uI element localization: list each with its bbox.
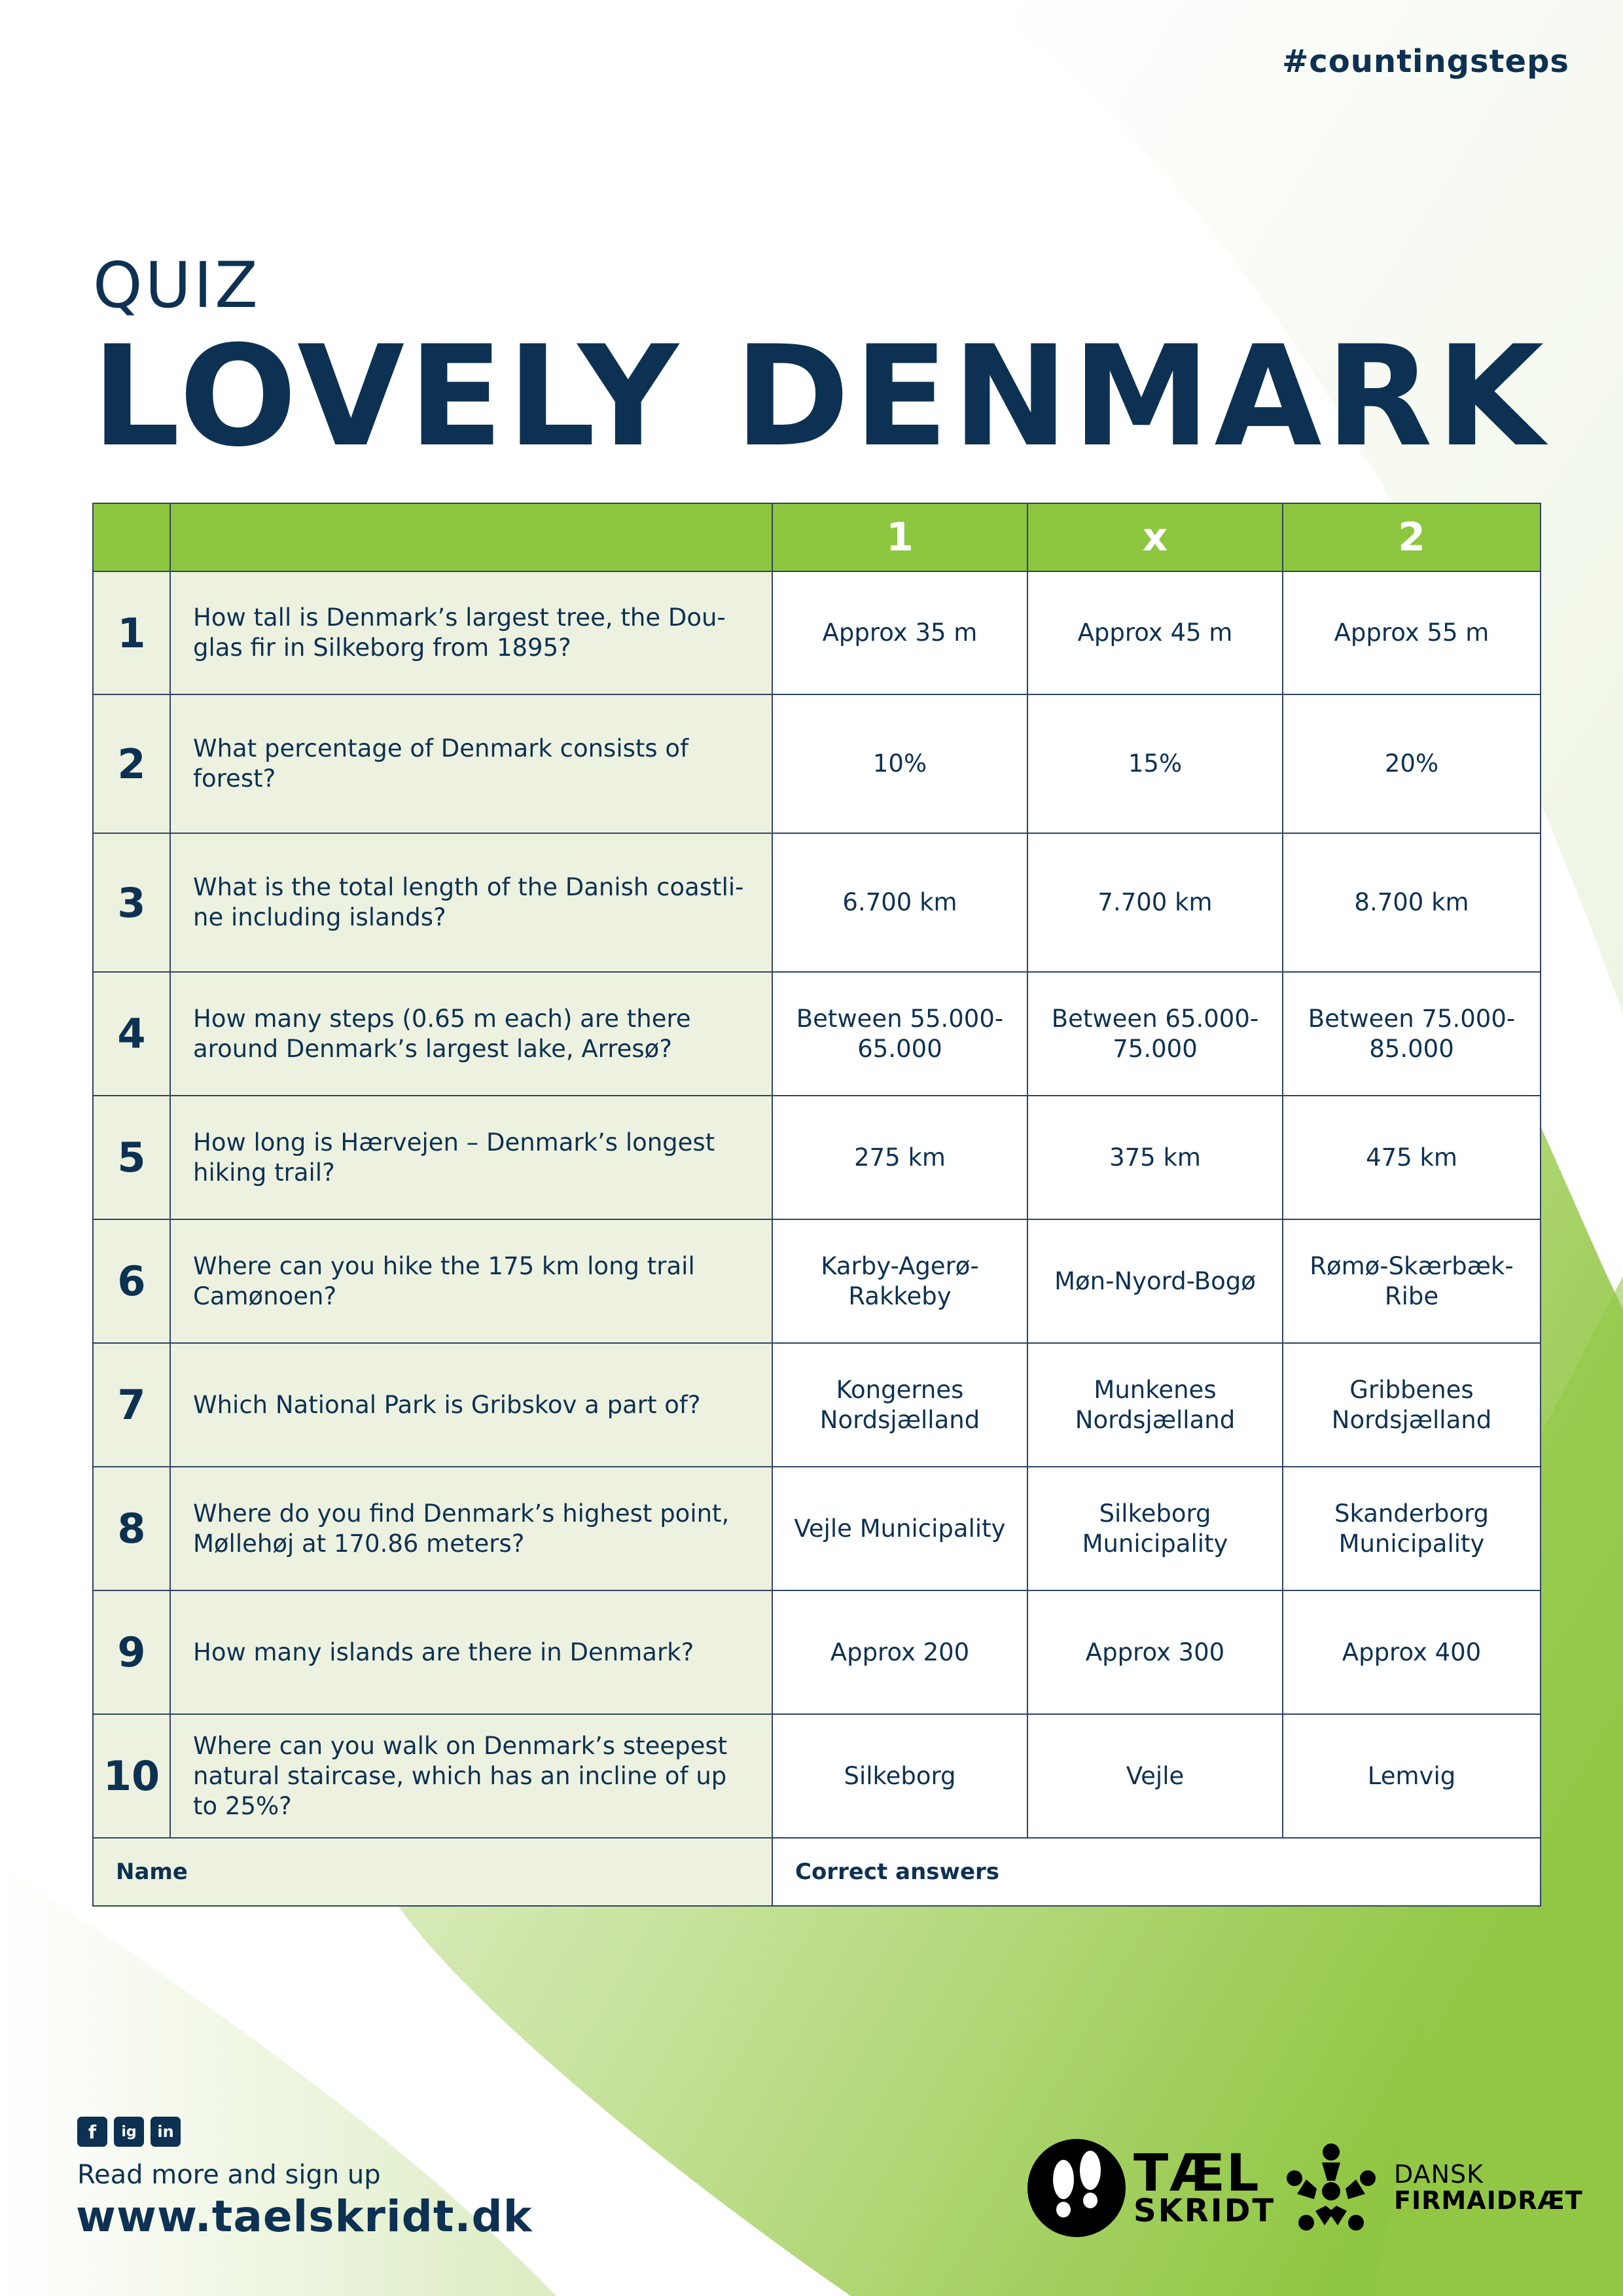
table-row [93, 1714, 1541, 1838]
tael-logo-line1: TÆL [1133, 2144, 1260, 2204]
question-number: 8 [93, 1467, 170, 1590]
question-text: How tall is Denmark’s largest tree, the Dou-glas fir in Silkeborg from 1895? [170, 571, 772, 694]
option-2[interactable]: Skanderborg Municipality [1283, 1467, 1541, 1590]
table-row [93, 571, 1541, 694]
option-2[interactable]: Approx 55 m [1283, 571, 1541, 694]
question-text: Where can you hike the 175 km long trail Camønoen? [170, 1219, 772, 1343]
read-more-text: Read more and sign up [77, 2160, 381, 2190]
option-2[interactable]: Between 75.000-85.000 [1283, 972, 1541, 1096]
header-option-x: x [1027, 503, 1283, 571]
option-x[interactable]: Silkeborg Municipality [1027, 1467, 1283, 1590]
option-1[interactable]: Between 55.000-65.000 [772, 972, 1027, 1096]
option-1[interactable]: 275 km [772, 1096, 1027, 1219]
table-row [93, 833, 1541, 972]
option-x[interactable]: Munkenes Nordsjælland [1027, 1343, 1283, 1467]
option-1[interactable]: Silkeborg [772, 1714, 1027, 1838]
option-x[interactable]: 375 km [1027, 1096, 1283, 1219]
question-number: 9 [93, 1590, 170, 1714]
table-row [93, 972, 1541, 1096]
option-2[interactable]: 20% [1283, 694, 1541, 833]
header-option-2: 2 [1283, 503, 1541, 571]
correct-answers-field[interactable]: Correct answers [772, 1838, 1541, 1906]
question-number: 4 [93, 972, 170, 1096]
table-row [93, 1590, 1541, 1714]
question-text: Where do you find Denmark’s highest point, Møllehøj at 170.86 meters? [170, 1467, 772, 1590]
table-row [93, 1219, 1541, 1343]
name-field[interactable]: Name [93, 1838, 772, 1906]
header-option-1: 1 [772, 503, 1027, 571]
quiz-label: QUIZ [93, 249, 260, 322]
taelskridt-logo [1027, 2139, 1275, 2237]
question-number: 3 [93, 833, 170, 972]
social-links [77, 2117, 181, 2147]
website-link[interactable]: www.taelskridt.dk [76, 2191, 533, 2242]
option-1[interactable]: 6.700 km [772, 833, 1027, 972]
option-x[interactable]: Møn-Nyord-Bogø [1027, 1219, 1283, 1343]
option-2[interactable]: Rømø-Skærbæk-Ribe [1283, 1219, 1541, 1343]
star-figures-icon [1283, 2139, 1380, 2237]
option-x[interactable]: Vejle [1027, 1714, 1283, 1838]
question-number: 1 [93, 571, 170, 694]
option-x[interactable]: Approx 300 [1027, 1590, 1283, 1714]
option-2[interactable]: Approx 400 [1283, 1590, 1541, 1714]
option-1[interactable]: Approx 35 m [772, 571, 1027, 694]
question-text: How many islands are there in Denmark? [170, 1590, 772, 1714]
option-x[interactable]: 15% [1027, 694, 1283, 833]
df-logo-line2: FIRMAIDRÆT [1394, 2186, 1583, 2215]
table-row [93, 1343, 1541, 1467]
table-row [93, 694, 1541, 833]
question-number: 5 [93, 1096, 170, 1219]
header-blank-question [170, 503, 772, 571]
option-1[interactable]: 10% [772, 694, 1027, 833]
option-x[interactable]: Between 65.000-75.000 [1027, 972, 1283, 1096]
quiz-table [92, 503, 1541, 1907]
question-number: 10 [93, 1714, 170, 1838]
option-2[interactable]: Gribbenes Nordsjælland [1283, 1343, 1541, 1467]
instagram-icon[interactable]: ig [114, 2117, 144, 2147]
question-text: How long is Hærvejen – Denmark’s longest hiking trail? [170, 1096, 772, 1219]
option-1[interactable]: Kongernes Nordsjælland [772, 1343, 1027, 1467]
option-x[interactable]: Approx 45 m [1027, 571, 1283, 694]
footprints-icon [1027, 2139, 1126, 2237]
question-number: 7 [93, 1343, 170, 1467]
header-blank-num [93, 503, 170, 571]
tael-logo-line2: SKRIDT [1133, 2192, 1276, 2229]
option-1[interactable]: Vejle Municipality [772, 1467, 1027, 1590]
table-footer-row [93, 1838, 1541, 1906]
table-row [93, 1096, 1541, 1219]
option-2[interactable]: Lemvig [1283, 1714, 1541, 1838]
df-logo-line1: DANSK [1394, 2160, 1484, 2189]
hashtag: #countingsteps [1282, 43, 1569, 80]
question-text: How many steps (0.65 m each) are there around Denmark’s largest lake, Arresø? [170, 972, 772, 1096]
facebook-icon[interactable]: f [77, 2117, 107, 2147]
question-number: 6 [93, 1219, 170, 1343]
linkedin-icon[interactable]: in [151, 2117, 181, 2147]
option-x[interactable]: 7.700 km [1027, 833, 1283, 972]
option-1[interactable]: Approx 200 [772, 1590, 1027, 1714]
option-1[interactable]: Karby-Agerø-Rakkeby [772, 1219, 1027, 1343]
table-row [93, 1467, 1541, 1590]
dansk-firmaidraet-logo [1283, 2139, 1583, 2237]
table-header-row [93, 503, 1541, 571]
question-text: Which National Park is Gribskov a part of? [170, 1343, 772, 1467]
question-number: 2 [93, 694, 170, 833]
question-text: Where can you walk on Denmark’s steepest natural staircase, which has an incline of up to 25%? [170, 1714, 772, 1838]
option-2[interactable]: 8.700 km [1283, 833, 1541, 972]
option-2[interactable]: 475 km [1283, 1096, 1541, 1219]
question-text: What percentage of Denmark consists of forest? [170, 694, 772, 833]
question-text: What is the total length of the Danish coastli-ne including islands? [170, 833, 772, 972]
page-title: LOVELY DENMARK [92, 315, 1548, 477]
